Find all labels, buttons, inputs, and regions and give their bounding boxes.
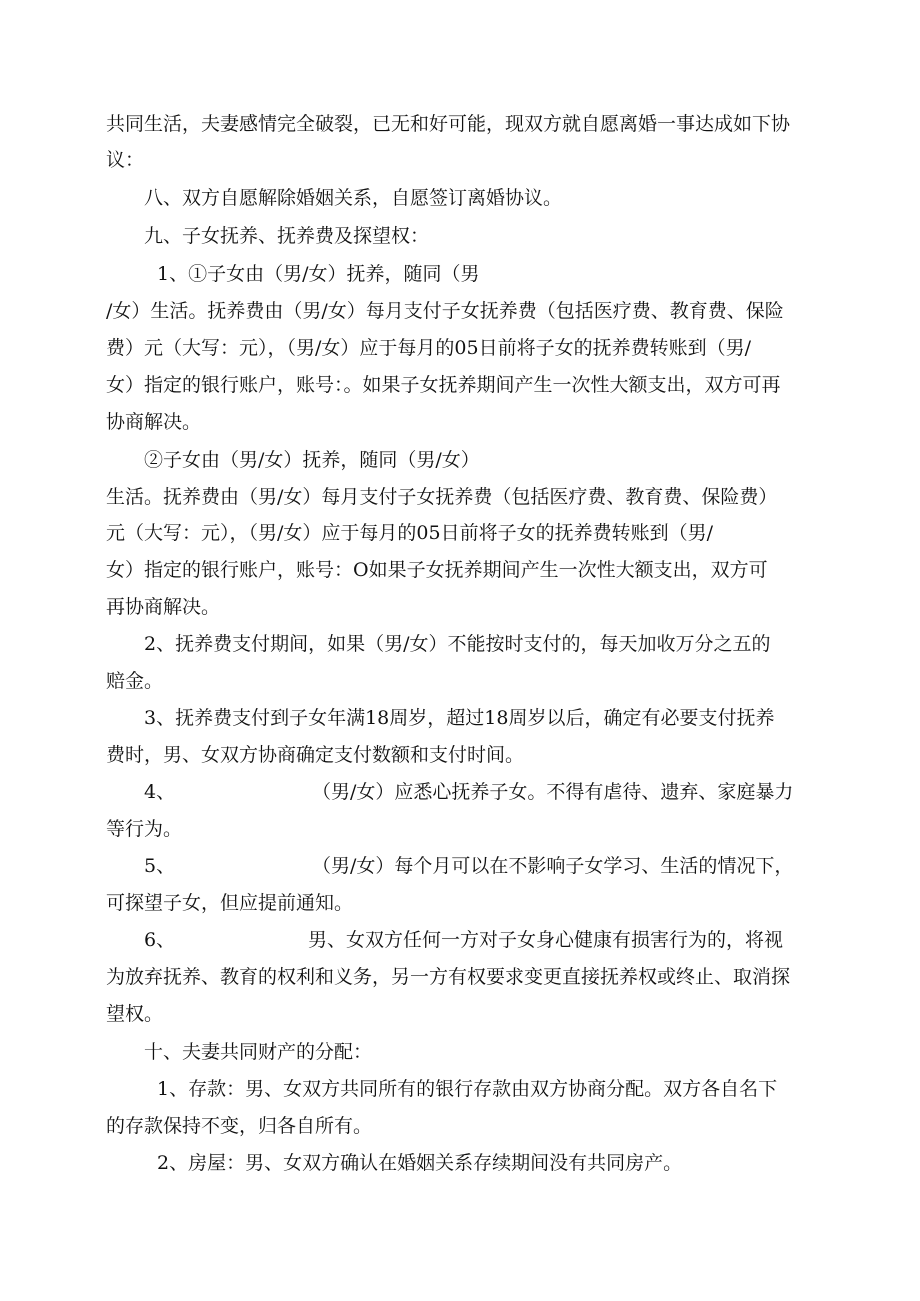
text-line: 望权。: [106, 1003, 164, 1025]
text-line: 费）元（大写：元），（男/女）应于每月的05日前将子女的抚养费转账到（男/: [106, 337, 751, 359]
text-line: 十、夫妻共同财产的分配：: [144, 1041, 373, 1063]
text-line: 4、: [144, 781, 176, 803]
text-line: 元（大写：元），（男/女）应于每月的05日前将子女的抚养费转账到（男/: [106, 522, 713, 544]
text-line: 女）指定的银行账户，账号：O如果子女抚养期间产生一次性大额支出，双方可: [106, 559, 768, 581]
text-line: 生活。抚养费由（男/女）每月支付子女抚养费（包括医疗费、教育费、保险费）: [106, 486, 778, 508]
text-line: 2、房屋：男、女双方确认在婚姻关系存续期间没有共同房产。: [157, 1152, 683, 1174]
text-line: 九、子女抚养、抚养费及探望权：: [144, 225, 430, 247]
text-line: 2、抚养费支付期间，如果（男/女）不能按时支付的，每天加收万分之五的: [144, 633, 771, 655]
text-line: /女）生活。抚养费由（男/女）每月支付子女抚养费（包括医疗费、教育费、保险: [106, 300, 784, 322]
text-line: 费时，男、女双方协商确定支付数额和支付时间。: [106, 744, 525, 766]
text-line: 共同生活，夫妻感情完全破裂，已无和好可能，现双方就自愿离婚一事达成如下协: [106, 113, 791, 135]
text-line: 等行为。: [106, 818, 183, 840]
text-line: （男/女）应悉心抚养子女。不得有虐待、遗弃、家庭暴力: [312, 781, 794, 803]
text-line: 为放弃抚养、教育的权利和义务，另一方有权要求变更直接抚养权或终止、取消探: [106, 966, 791, 988]
text-line: 协商解决。: [106, 411, 202, 433]
text-line: 再协商解决。: [106, 596, 221, 618]
text-line: 赔金。: [106, 670, 164, 692]
text-line: 的存款保持不变，归各自所有。: [106, 1115, 373, 1137]
text-line: 女）指定的银行账户，账号：。如果子女抚养期间产生一次性大额支出，双方可再: [106, 374, 781, 396]
text-line: 八、双方自愿解除婚姻关系，自愿签订离婚协议。: [144, 187, 563, 209]
text-line: （男/女）每个月可以在不影响子女学习、生活的情况下，: [312, 855, 794, 877]
text-line: 1、存款：男、女双方共同所有的银行存款由双方协商分配。双方各自名下: [157, 1078, 778, 1100]
text-line: 男、女双方任何一方对子女身心健康有损害行为的，将视: [308, 929, 784, 951]
text-line: 3、抚养费支付到子女年满18周岁，超过18周岁以后，确定有必要支付抚养: [144, 707, 775, 729]
text-line: 5、: [144, 855, 176, 877]
text-line: 1、①子女由（男/女）抚养，随同（男: [157, 263, 480, 285]
text-line: ②子女由（男/女）抚养，随同（男/女）: [144, 449, 480, 471]
text-line: 议：: [106, 149, 145, 171]
text-line: 6、: [144, 929, 176, 951]
text-line: 可探望子女，但应提前通知。: [106, 892, 354, 914]
